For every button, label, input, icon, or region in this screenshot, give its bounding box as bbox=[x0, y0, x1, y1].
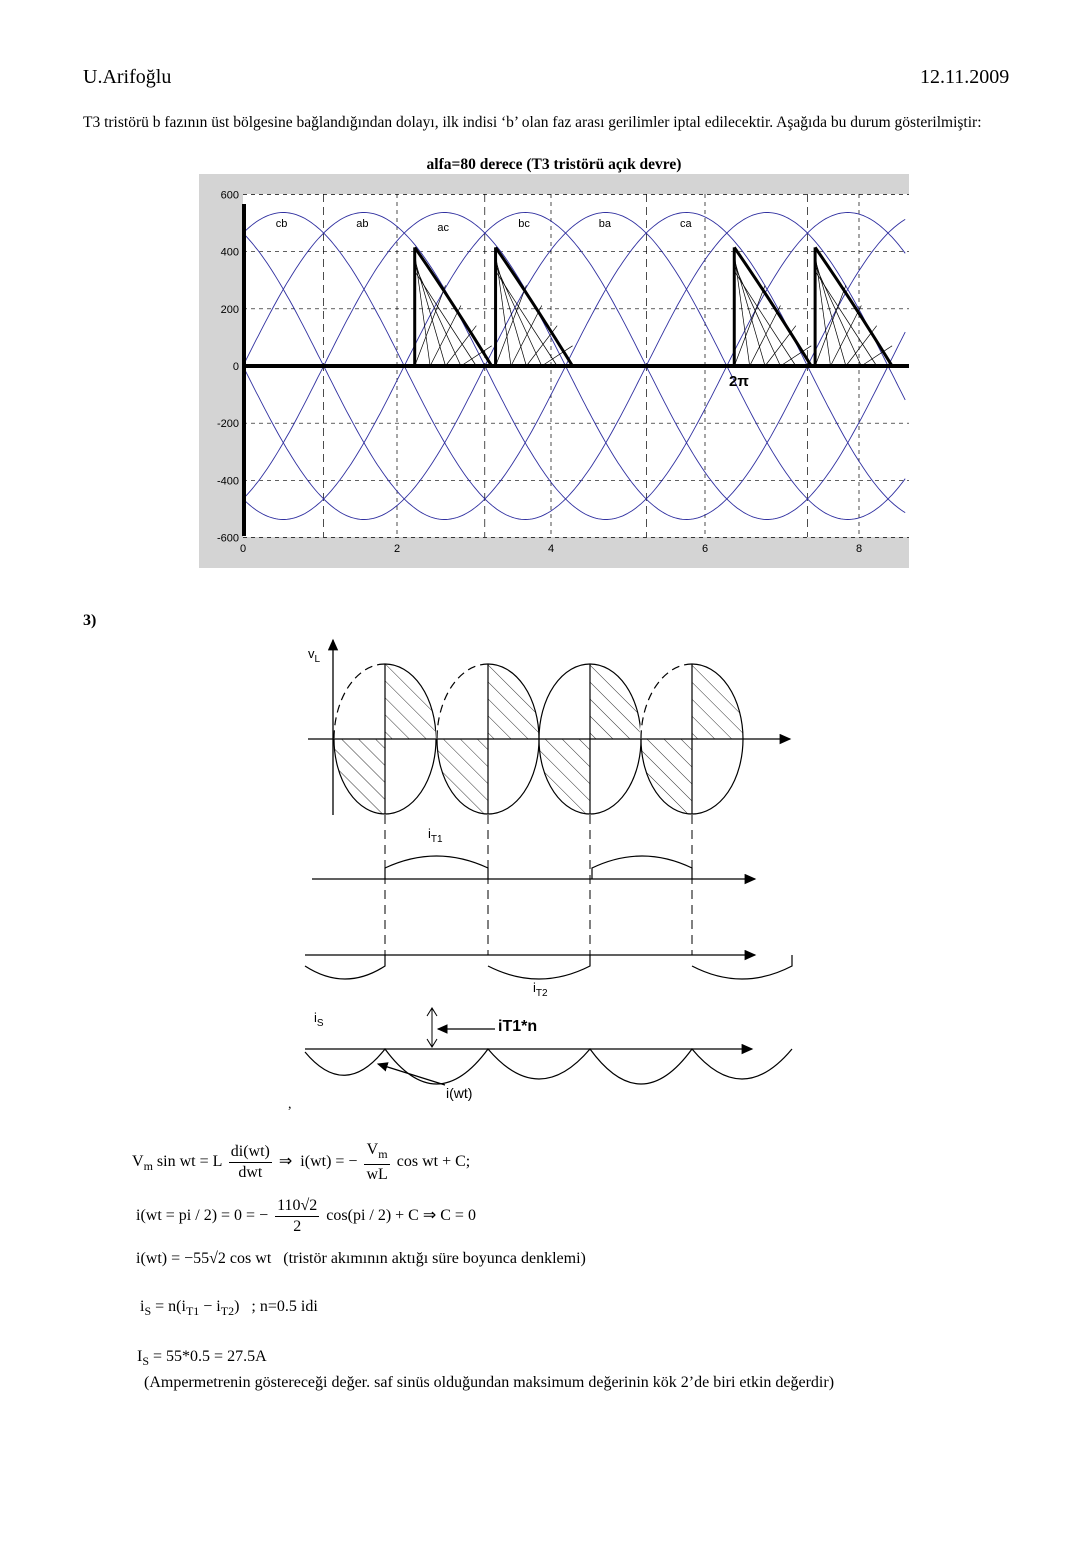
series-label-ba: ba bbox=[598, 218, 612, 230]
hatch-lower bbox=[334, 739, 385, 814]
series-label-bc: bc bbox=[518, 218, 530, 230]
hatch-lower bbox=[437, 739, 488, 814]
it2-pulse bbox=[692, 955, 792, 979]
equation-2 bbox=[136, 1196, 476, 1237]
equation-4 bbox=[140, 1298, 318, 1319]
equation-5 bbox=[137, 1348, 267, 1369]
eq1-frac-den: dwt bbox=[238, 1164, 263, 1181]
it1-pulse bbox=[592, 856, 692, 879]
y-tick-label: 400 bbox=[220, 246, 239, 259]
eq3-formula: i(wt) = −55√2 cos wt bbox=[136, 1250, 272, 1267]
x-tick-label: 8 bbox=[855, 543, 863, 555]
eq4-t2: T2 bbox=[220, 1304, 235, 1318]
svg-text:iT2 bbox=[533, 980, 548, 999]
section-number: 3) bbox=[83, 612, 97, 629]
y-tick-label: -200 bbox=[216, 418, 239, 431]
it2-label-sub: T2 bbox=[535, 988, 548, 999]
stray-comma: , bbox=[288, 1097, 292, 1112]
equation-5-note: (Ampermetrenin göstereceği değer. saf sinüs olduğundan maksimum değerinin kök 2’de biri etkin değerdir) bbox=[144, 1374, 835, 1391]
y-tick-label: -400 bbox=[216, 475, 239, 488]
svg-text:iS bbox=[314, 1010, 324, 1029]
two-pi-annotation: 2π bbox=[729, 373, 749, 390]
eq1-vm-sub: m bbox=[143, 1159, 153, 1174]
eq5-is-sub: S bbox=[142, 1354, 150, 1368]
eq4-mid: = n(i bbox=[155, 1298, 186, 1315]
voltage-chart bbox=[199, 174, 909, 568]
iwt-label: i(wt) bbox=[446, 1085, 473, 1101]
waveform-diagram bbox=[300, 630, 800, 1110]
y-tick-label: 0 bbox=[232, 361, 239, 373]
eq2-fraction bbox=[275, 1196, 319, 1237]
eq2-tail: cos(pi / 2) + C ⇒ C = 0 bbox=[326, 1207, 476, 1225]
eq1-arrow: ⇒ bbox=[278, 1153, 293, 1171]
hatch-upper bbox=[590, 664, 641, 739]
document-date: 12.11.2009 bbox=[920, 66, 1010, 88]
x-tick-label: 2 bbox=[393, 543, 401, 555]
series-label-ac: ac bbox=[437, 222, 450, 234]
it2-pulse bbox=[488, 955, 590, 979]
series-label-ca: ca bbox=[679, 218, 692, 230]
intro-paragraph: T3 tristörü b fazının üst bölgesine bağlandığından dolayı, ilk indisi ‘b’ olan faz arası gerilimler iptal edilecektir. Aşağıda bu durum gösterilmiştir: bbox=[83, 114, 982, 131]
eq1-fraction bbox=[229, 1142, 272, 1183]
x-tick-label: 6 bbox=[701, 543, 709, 555]
current-waveforms bbox=[305, 856, 792, 1084]
hatch-upper bbox=[692, 664, 743, 739]
eq4-is: i bbox=[140, 1298, 145, 1315]
is-waveform bbox=[305, 1049, 792, 1084]
y-tick-label: -600 bbox=[216, 532, 239, 545]
hatch-upper bbox=[488, 664, 539, 739]
x-tick-label: 0 bbox=[239, 543, 247, 555]
is-label-sub: S bbox=[316, 1018, 324, 1029]
equation-3 bbox=[136, 1250, 586, 1268]
eq1-vm: V bbox=[132, 1153, 144, 1171]
eq4-note: ; n=0.5 idi bbox=[251, 1298, 318, 1315]
eq2-left: i(wt = pi / 2) = 0 = − bbox=[136, 1207, 269, 1225]
chart-title: alfa=80 derece (T3 tristörü açık devre) bbox=[426, 156, 682, 173]
eq2-frac-den: 2 bbox=[293, 1218, 302, 1235]
equation-1 bbox=[132, 1140, 470, 1185]
hatch-lower bbox=[539, 739, 590, 814]
y-tick-label: 600 bbox=[220, 189, 239, 202]
series-label-ab: ab bbox=[356, 218, 369, 230]
vl-label: v bbox=[308, 646, 315, 661]
it2-pulse bbox=[305, 955, 385, 979]
y-tick-label: 200 bbox=[220, 303, 239, 316]
eq4-t1: T1 bbox=[185, 1304, 200, 1318]
eq2-frac-num: 110√2 bbox=[275, 1196, 319, 1217]
it2-label: i bbox=[533, 980, 536, 995]
svg-text:iT1 bbox=[428, 826, 443, 845]
it1-pulse bbox=[385, 856, 488, 879]
it1-label-sub: T1 bbox=[430, 834, 443, 845]
eq1-frac2-num: V bbox=[366, 1141, 379, 1158]
eq4-minus: − i bbox=[199, 1298, 221, 1315]
is-label: i bbox=[314, 1010, 317, 1025]
eq1-fraction-2 bbox=[364, 1140, 389, 1185]
x-tick-label: 4 bbox=[547, 543, 555, 555]
eq4-close: ) bbox=[234, 1298, 240, 1315]
iwt-arrow bbox=[378, 1064, 445, 1085]
eq5-is: I bbox=[137, 1348, 143, 1365]
eq1-frac2-den: wL bbox=[366, 1166, 388, 1183]
hatch-lower bbox=[641, 739, 692, 814]
eq1-mid: sin wt = L bbox=[156, 1153, 222, 1171]
eq5-value: = 55*0.5 = 27.5A bbox=[153, 1348, 267, 1365]
eq1-tail: cos wt + C; bbox=[396, 1153, 471, 1171]
vl-label-sub: L bbox=[314, 654, 321, 665]
eq1-rhs: i(wt) = − bbox=[300, 1153, 358, 1171]
eq1-frac-num: di(wt) bbox=[229, 1142, 272, 1163]
it1n-label: iT1*n bbox=[498, 1018, 538, 1035]
author-name: U.Arifoğlu bbox=[83, 66, 172, 88]
eq1-frac2-num-sub: m bbox=[378, 1147, 388, 1161]
eq3-note: (tristör akımının aktığı süre boyunca denklemi) bbox=[283, 1250, 586, 1267]
svg-text:vL bbox=[308, 646, 321, 665]
series-label-cb: cb bbox=[275, 218, 288, 230]
hatch-upper bbox=[385, 664, 436, 739]
it1-label: i bbox=[428, 826, 431, 841]
eq4-is-sub: S bbox=[144, 1304, 152, 1318]
